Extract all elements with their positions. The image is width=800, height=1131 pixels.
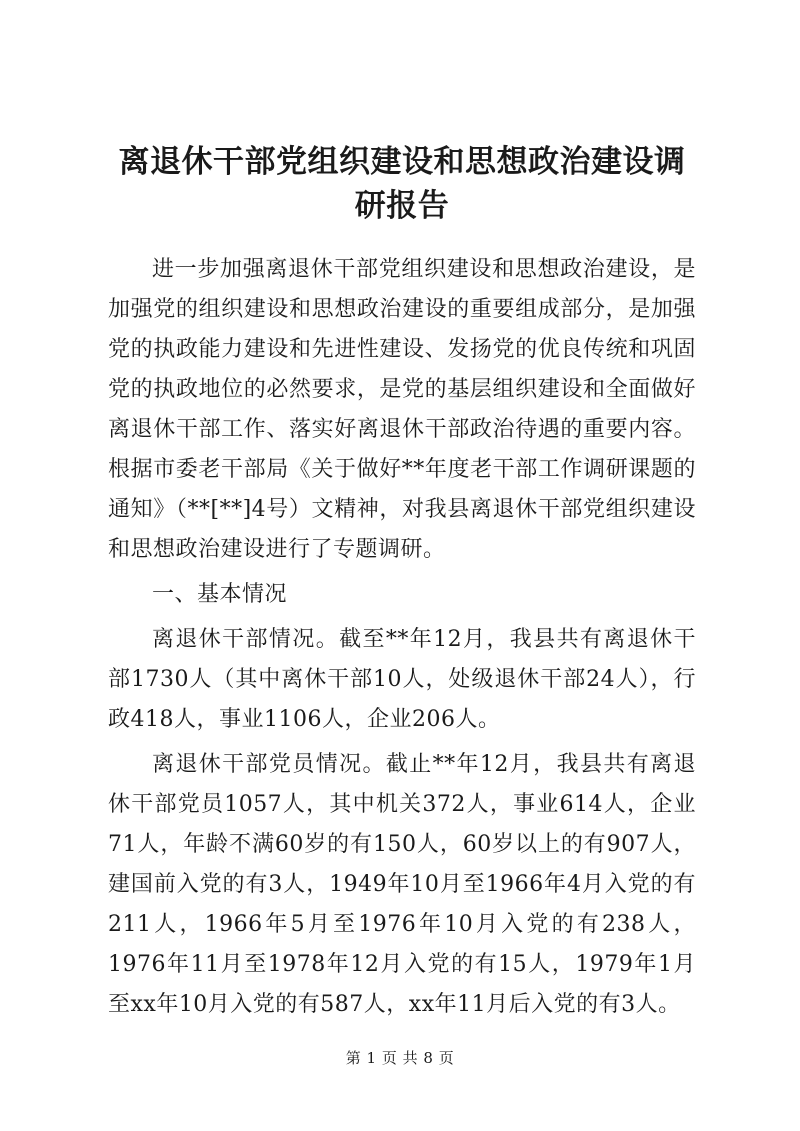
party-members-paragraph: 离退休干部党员情况。截止**年12月，我县共有离退休干部党员1057人，其中机关372人，事业614人，企业71人，年龄不满60岁的有150人，60岁以上的有907人，建国前入党的有3人，1949年10月至1966年4月入党的有211人，1966年5月至1976年10月入党的有238人，1976年11月至1978年12月入党的有15人，1979年1月至xx年10月入党的有587人，xx年11月后入党的有3人。 bbox=[108, 752, 696, 1017]
document-page bbox=[108, 140, 696, 1030]
document-title: 离退休干部党组织建设和思想政治建设调研报告 bbox=[118, 144, 686, 224]
document-body bbox=[108, 250, 696, 1025]
section-heading-basic-situation: 一、基本情况 bbox=[152, 582, 288, 607]
cadres-paragraph: 离退休干部情况。截至**年12月，我县共有离退休干部1730人（其中离休干部10人，处级退休干部24人），行政418人，事业1106人，企业206人。 bbox=[108, 627, 696, 732]
page-number-footer: 第 1 页 共 8 页 bbox=[345, 1049, 455, 1067]
intro-paragraph: 进一步加强离退休干部党组织建设和思想政治建设，是加强党的组织建设和思想政治建设的重要组成部分，是加强党的执政能力建设和先进性建设、发扬党的优良传统和巩固党的执政地位的必然要求，是党的基层组织建设和全面做好离退休干部工作、落实好离退休干部政治待遇的重要内容。根据市委老干部局《关于做好**年度老干部工作调研课题的通知》（**[**]4号）文精神，对我县离退休干部党组织建设和思想政治建设进行了专题调研。 bbox=[108, 257, 696, 562]
